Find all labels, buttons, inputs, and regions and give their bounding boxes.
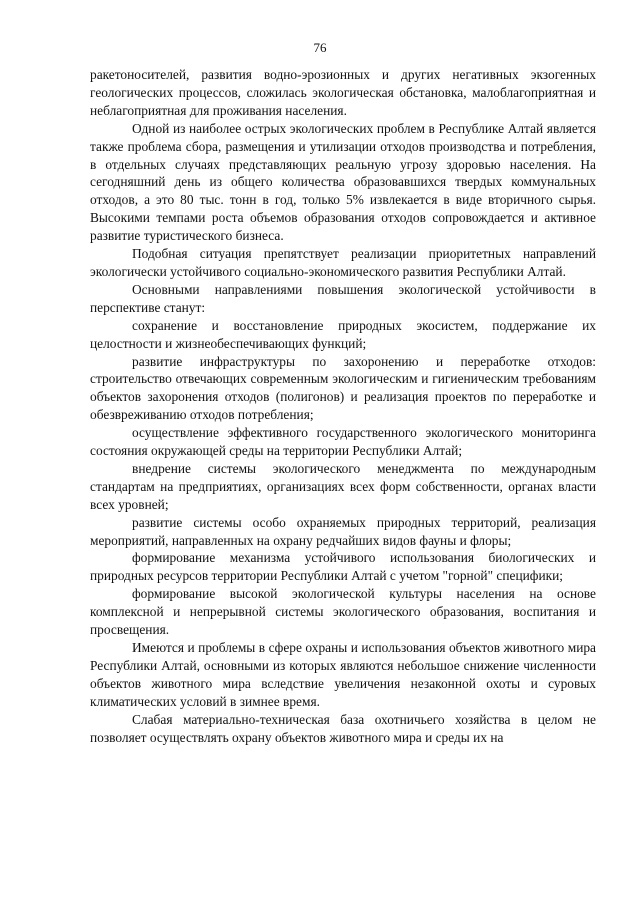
list-item: осуществление эффективного государственного экологического мониторинга состояния окружающей среды на территории Республики Алтай; <box>90 425 596 459</box>
paragraph: ракетоносителей, развития водно-эрозионных и других негативных экзогенных геологических процессов, сложилась экологическая обстановка, малоблагоприятная и неблагоприятная для проживания населения. <box>90 67 596 118</box>
list-item: формирование механизма устойчивого использования биологических и природных ресурсов территории Республики Алтай с учетом "горной" специфики; <box>90 550 596 584</box>
list-item: сохранение и восстановление природных экосистем, поддержание их целостности и жизнеобеспечивающих функций; <box>90 317 596 351</box>
paragraph: Подобная ситуация препятствует реализации приоритетных направлений экологически устойчивого социально-экономического развития Республики Алтай. <box>90 246 596 279</box>
list-item: развитие инфраструктуры по захоронению и переработке отходов: строительство отвечающих современным экологическим и гигиеническим требованиям объектов захоронения отходов (полигонов) и реализация проектов по переработке и обезвреживанию отходов потребления; <box>90 353 596 423</box>
paragraph: Слабая материально-техническая база охотничьего хозяйства в целом не позволяет осуществлять охрану объектов животного мира и среды их на <box>90 711 596 745</box>
page-number: 76 <box>313 40 327 55</box>
paragraph: Имеются и проблемы в сфере охраны и использования объектов животного мира Республики Алтай, основными из которых являются небольшое снижение численности объектов животного мира вследствие увеличения незаконной охоты и суровых климатических условий в зимнее время. <box>90 640 596 709</box>
document-body <box>90 66 596 746</box>
paragraph: Основными направлениями повышения экологической устойчивости в перспективе станут: <box>90 281 596 315</box>
paragraph: Одной из наиболее острых экологических проблем в Республике Алтай является также проблема сбора, размещения и утилизации отходов производства и потребления, в отдельных случаях представляющих реальную угрозу здоровью населения. На сегодняшний день из общего количества образовавшихся твердых коммунальных отходов, а это 80 тыс. тонн в год, только 5% извлекается в виде вторичного сырья. Высокими темпами роста объемов образования отходов сопровождается и активное развитие туристического бизнеса. <box>90 120 596 244</box>
list-item: развитие системы особо охраняемых природных территорий, реализация мероприятий, направленных на охрану редчайших видов фауны и флоры; <box>90 514 596 548</box>
list-item: внедрение системы экологического менеджмента по международным стандартам на предприятиях, организациях всех форм собственности, органах власти всех уровней; <box>90 460 596 512</box>
list-item: формирование высокой экологической культуры населения на основе комплексной и непрерывной системы экологического образования, воспитания и просвещения. <box>90 586 596 638</box>
